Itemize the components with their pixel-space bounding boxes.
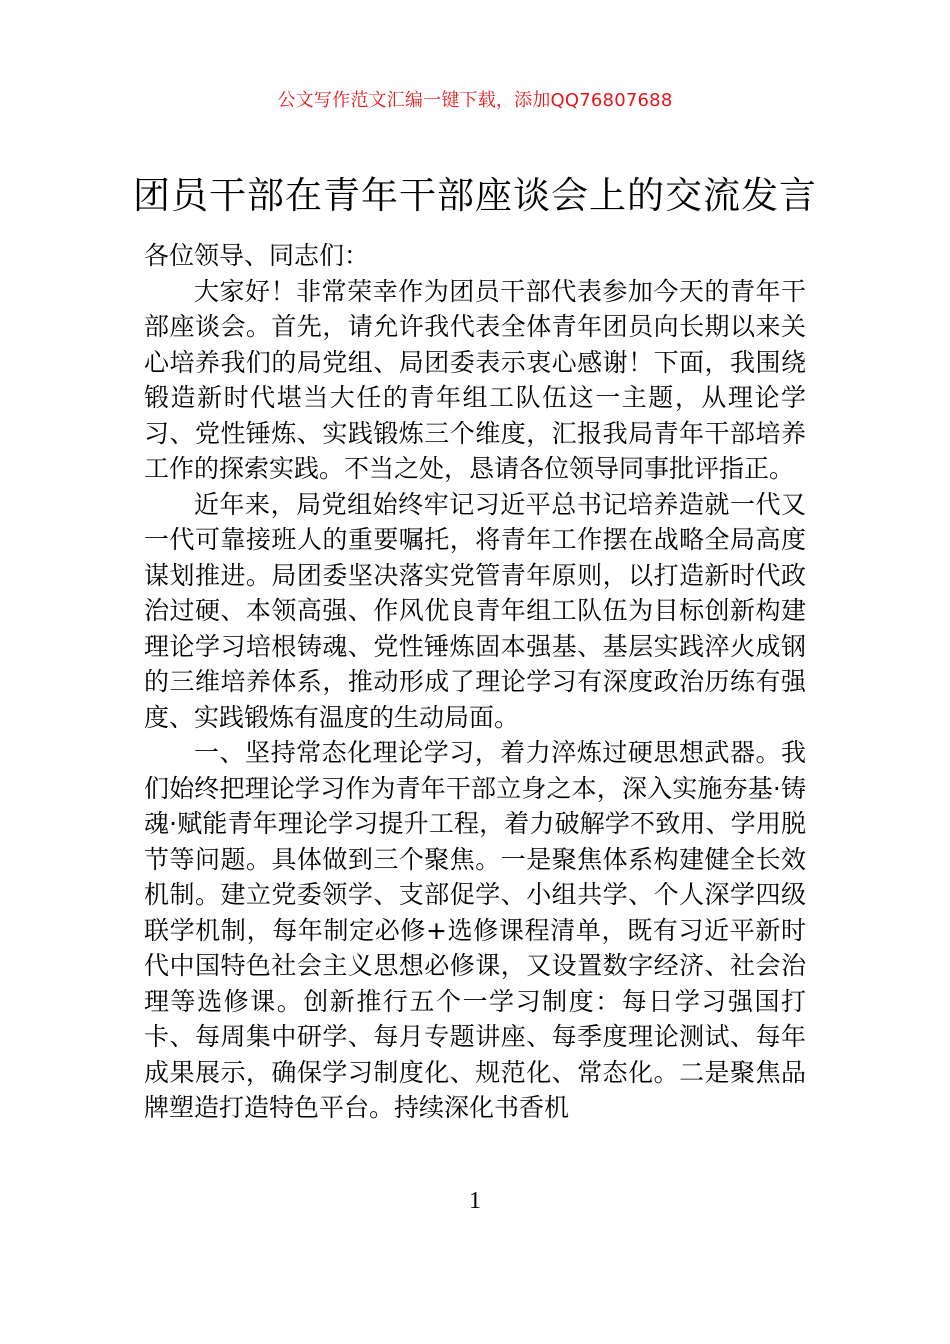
page-number: 1 bbox=[469, 1188, 481, 1214]
paragraph-2: 近年来，局党组始终牢记习近平总书记培养造就一代又一代可靠接班人的重要嘱托，将青年工作摆在战略全局高度谋划推进。局团委坚决落实党管青年原则，以打造新时代政治过硬、本领高强、作风优良青年组工队伍为目标创新构建理论学习培根铸魂、党性锤炼固本强基、基层实践淬火成钢的三维培养体系，推动形成了理论学习有深度政治历练有强度、实践锻炼有温度的生动局面。 bbox=[144, 489, 806, 732]
header-download-note: 公文写作范文汇编一键下载，添加QQ76807688 bbox=[277, 90, 673, 111]
document-title: 团员干部在青年干部座谈会上的交流发言 bbox=[133, 174, 817, 217]
paragraph-1: 大家好！非常荣幸作为团员干部代表参加今天的青年干部座谈会。首先，请允许我代表全体青年团员向长期以来关心培养我们的局党组、局团委表示衷心感谢！下面，我围绕锻造新时代堪当大任的青年组工队伍这一主题，从理论学习、党性锤炼、实践锻炼三个维度，汇报我局青年干部培养工作的探索实践。不当之处，恳请各位领导同事批评指正。 bbox=[144, 276, 806, 483]
paragraph-3: 一、坚持常态化理论学习，着力淬炼过硬思想武器。我们始终把理论学习作为青年干部立身之本，深入实施夯基·铸魂·赋能青年理论学习提升工程，着力破解学不致用、学用脱节等问题。具体做到三个聚焦。一是聚焦体系构建健全长效机制。建立党委领学、支部促学、小组共学、个人深学四级联学机制，每年制定必修+选修课程清单，既有习近平新时代中国特色社会主义思想必修课，又设置数字经济、社会治理等选修课。创新推行五个一学习制度：每日学习强国打卡、每周集中研学、每月专题讲座、每季度理论测试、每年成果展示，确保学习制度化、规范化、常态化。二是聚焦品牌塑造打造特色平台。持续深化书香机 bbox=[144, 738, 806, 1122]
salutation: 各位领导、同志们： bbox=[144, 241, 370, 270]
document-body bbox=[144, 238, 806, 1126]
